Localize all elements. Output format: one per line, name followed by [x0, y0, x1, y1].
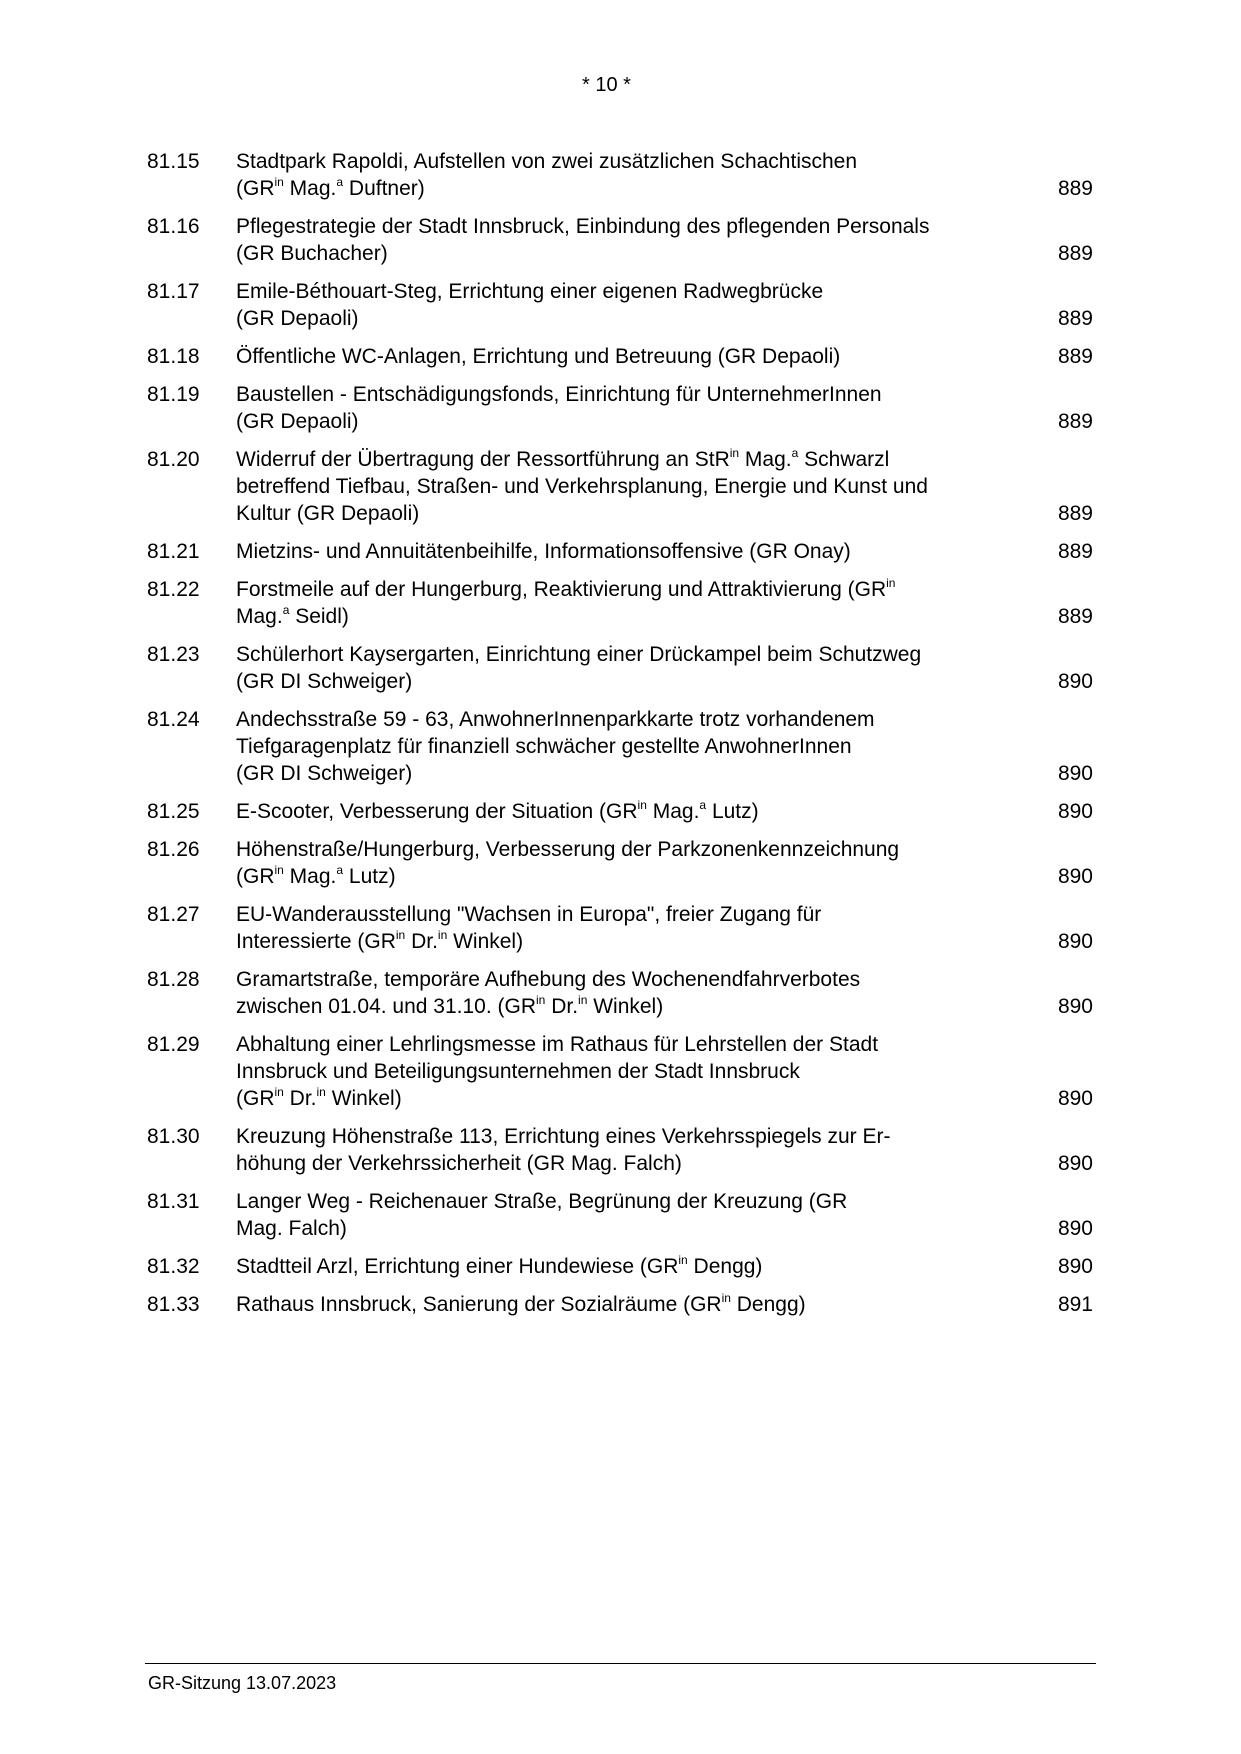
toc-entry	[147, 1253, 1093, 1280]
toc-entry-number: 81.32	[147, 1255, 200, 1278]
toc-entry-page: 889	[1057, 410, 1093, 433]
toc-entry-page: 890	[1057, 800, 1093, 823]
toc-entry	[147, 1291, 1093, 1318]
toc-entry-title: Forstmeile auf der Hungerburg, Reaktivierung und Attraktivierung ($GR^{in}$ Mag.$^a$ Seidl)	[236, 576, 896, 628]
toc-entry	[147, 1123, 1093, 1177]
toc-entry-title: Kreuzung Höhenstraße 113, Errichtung eines Verkehrsspiegels zur Er- höhung der Verkehrssicherheit (GR Mag. Falch)	[236, 1125, 891, 1175]
toc-entry-title: E-Scooter, Verbesserung der Situation ($GR^{in}$ Mag.$^a$ Lutz)	[236, 798, 759, 823]
toc-entry-title: Langer Weg - Reichenauer Straße, Begrünung der Kreuzung (GR Mag. Falch)	[236, 1190, 848, 1240]
table-of-contents	[147, 148, 1093, 1329]
toc-entry-number: 81.29	[147, 1033, 200, 1056]
toc-entry	[147, 381, 1093, 435]
toc-entry-number: 81.18	[147, 345, 200, 368]
toc-entry-page: 891	[1057, 1293, 1093, 1316]
toc-entry-page: 889	[1057, 540, 1093, 563]
toc-entry	[147, 1031, 1093, 1112]
toc-entry-page: 890	[1057, 995, 1093, 1018]
toc-entry-title: Emile-Béthouart-Steg, Errichtung einer eigenen Radwegbrücke (GR Depaoli)	[236, 280, 824, 330]
toc-entry	[147, 901, 1093, 955]
toc-entry-title: Öffentliche WC-Anlagen, Errichtung und Betreuung (GR Depaoli)	[236, 345, 841, 368]
toc-entry-number: 81.16	[147, 215, 200, 238]
toc-entry-title: Gramartstraße, temporäre Aufhebung des Wochenendfahrverbotes zwischen 01.04. und 31.10. ($GR^{in}$ Dr.$^{in}$ Winkel)	[236, 968, 861, 1018]
toc-entry-number: 81.25	[147, 800, 200, 823]
toc-entry	[147, 966, 1093, 1020]
toc-entry-page: 889	[1057, 605, 1093, 628]
toc-entry-number: 81.22	[147, 578, 200, 601]
toc-entry-page: 890	[1057, 865, 1093, 888]
toc-entry	[147, 148, 1093, 202]
toc-entry-title: Höhenstraße/Hungerburg, Verbesserung der Parkzonenkennzeichnung ($GR^{in}$ Mag.$^a$ Lutz)	[236, 838, 900, 888]
toc-entry-page: 889	[1057, 502, 1093, 525]
toc-entry-number: 81.23	[147, 643, 200, 666]
toc-entry-title: Baustellen - Entschädigungsfonds, Einrichtung für UnternehmerInnen (GR Depaoli)	[236, 383, 882, 433]
toc-entry-number: 81.26	[147, 838, 200, 861]
toc-entry-number: 81.21	[147, 540, 200, 563]
toc-entry-page: 889	[1057, 242, 1093, 265]
toc-entry-number: 81.17	[147, 280, 200, 303]
footer-session-date: GR-Sitzung 13.07.2023	[148, 1673, 337, 1693]
toc-entry	[147, 641, 1093, 695]
toc-entry-title: Abhaltung einer Lehrlingsmesse im Rathaus für Lehrstellen der Stadt Innsbruck und Beteiligungsunternehmen der Stadt Innsbruck ($GR^{in}$ Dr.$^{in}$ Winkel)	[236, 1033, 879, 1110]
toc-entry	[147, 538, 1093, 565]
toc-entry	[147, 343, 1093, 370]
toc-entry	[147, 706, 1093, 787]
toc-entry	[147, 798, 1093, 825]
toc-entry-title: Stadtteil Arzl, Errichtung einer Hundewiese ($GR^{in}$ Dengg)	[236, 1253, 763, 1278]
toc-entry-title: Rathaus Innsbruck, Sanierung der Sozialräume ($GR^{in}$ Dengg)	[236, 1291, 806, 1316]
toc-entry-page: 890	[1057, 1152, 1093, 1175]
toc-entry-page: 889	[1057, 307, 1093, 330]
toc-entry-title: Widerruf der Übertragung der Ressortführung an StR$^{in}$ Mag.$^a$ Schwarzl betreffend Tiefbau, Straßen- und Verkehrsplanung, Energie und Kunst und Kultur (GR Depaoli)	[236, 446, 928, 525]
toc-entry-number: 81.28	[147, 968, 200, 991]
toc-entry	[147, 836, 1093, 890]
toc-entry-number: 81.19	[147, 383, 200, 406]
toc-entry	[147, 446, 1093, 527]
toc-entry-number: 81.31	[147, 1190, 200, 1213]
toc-entry-page: 890	[1057, 670, 1093, 693]
toc-entry-title: Schülerhort Kaysergarten, Einrichtung einer Drückampel beim Schutzweg (GR DI Schweiger)	[236, 643, 922, 693]
toc-entry-title: Pflegestrategie der Stadt Innsbruck, Einbindung des pflegenden Personals (GR Buchacher)	[236, 215, 930, 265]
toc-entry-title: Andechsstraße 59 - 63, AnwohnerInnenparkkarte trotz vorhandenem Tiefgaragenplatz für finanziell schwächer gestellte AnwohnerInnen (GR DI Schweiger)	[236, 708, 875, 785]
toc-entry-page: 890	[1057, 930, 1093, 953]
page-number: * 10 *	[582, 74, 631, 96]
toc-entry-page: 890	[1057, 1217, 1093, 1240]
toc-entry	[147, 1188, 1093, 1242]
toc-entry-number: 81.30	[147, 1125, 200, 1148]
toc-entry-page: 890	[1057, 1087, 1093, 1110]
toc-entry-number: 81.27	[147, 903, 200, 926]
toc-entry	[147, 278, 1093, 332]
toc-entry	[147, 576, 1093, 630]
toc-entry-number: 81.20	[147, 448, 200, 471]
toc-entry-title: EU-Wanderausstellung "Wachsen in Europa", freier Zugang für Interessierte ($GR^{in}$ Dr.$^{in}$ Winkel)	[236, 903, 822, 953]
toc-entry-number: 81.24	[147, 708, 200, 731]
toc-entry-page: 889	[1057, 345, 1093, 368]
toc-entry-title: Mietzins- und Annuitätenbeihilfe, Informationsoffensive (GR Onay)	[236, 540, 851, 563]
toc-entry-page: 890	[1057, 762, 1093, 785]
toc-entry-page: 889	[1057, 177, 1093, 200]
toc-entry-title: Stadtpark Rapoldi, Aufstellen von zwei zusätzlichen Schachtischen ($GR^{in}$ Mag.$^a$ Duftner)	[236, 150, 858, 200]
footer-divider	[145, 1663, 1096, 1664]
toc-entry-number: 81.15	[147, 150, 200, 173]
toc-entry-number: 81.33	[147, 1293, 200, 1316]
toc-entry-page: 890	[1057, 1255, 1093, 1278]
toc-entry	[147, 213, 1093, 267]
